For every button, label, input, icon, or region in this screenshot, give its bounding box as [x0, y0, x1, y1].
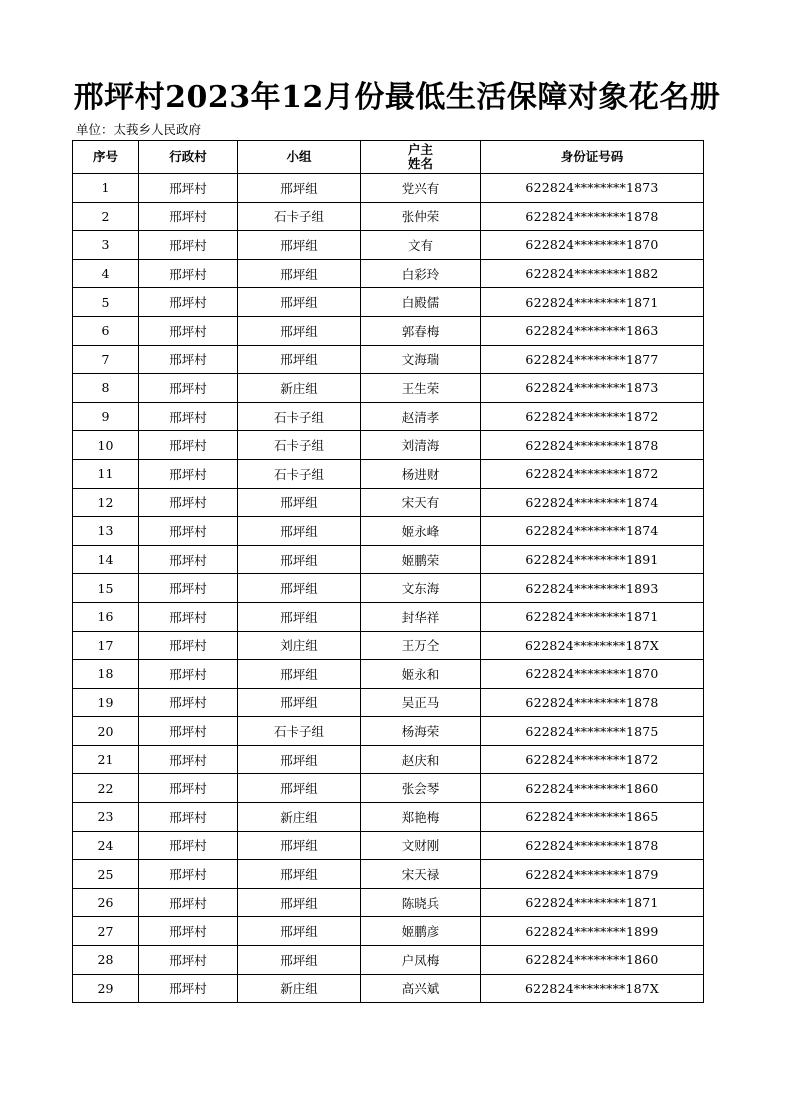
cell-name: 封华祥 — [361, 602, 481, 631]
cell-id-number: 622824********1893 — [481, 574, 704, 603]
table-header-row — [73, 141, 704, 174]
cell-group: 新庄组 — [238, 803, 361, 832]
unit-label: 单位：太莪乡人民政府 — [76, 122, 202, 137]
cell-name: 白殿儒 — [361, 288, 481, 317]
cell-id-number: 622824********1878 — [481, 831, 704, 860]
cell-village: 邢坪村 — [139, 459, 238, 488]
cell-village: 邢坪村 — [139, 345, 238, 374]
table-row — [73, 431, 704, 460]
cell-village: 邢坪村 — [139, 631, 238, 660]
cell-id-number: 622824********1877 — [481, 345, 704, 374]
cell-seq: 4 — [73, 259, 139, 288]
table-row — [73, 660, 704, 689]
cell-village: 邢坪村 — [139, 602, 238, 631]
table-row — [73, 745, 704, 774]
table-row — [73, 946, 704, 975]
cell-name: 党兴有 — [361, 174, 481, 203]
cell-name: 文有 — [361, 231, 481, 260]
cell-group: 邢坪组 — [238, 860, 361, 889]
cell-name: 郑艳梅 — [361, 803, 481, 832]
cell-group: 邢坪组 — [238, 888, 361, 917]
cell-seq: 8 — [73, 374, 139, 403]
table-row — [73, 545, 704, 574]
cell-id-number: 622824********1874 — [481, 517, 704, 546]
cell-id-number: 622824********1882 — [481, 259, 704, 288]
cell-name: 姬鹏荣 — [361, 545, 481, 574]
cell-id-number: 622824********1872 — [481, 745, 704, 774]
cell-group: 邢坪组 — [238, 345, 361, 374]
table-row — [73, 688, 704, 717]
cell-seq: 6 — [73, 316, 139, 345]
cell-village: 邢坪村 — [139, 402, 238, 431]
cell-village: 邢坪村 — [139, 717, 238, 746]
cell-village: 邢坪村 — [139, 288, 238, 317]
header-name-line1: 户主 — [407, 142, 433, 157]
cell-village: 邢坪村 — [139, 774, 238, 803]
cell-group: 邢坪组 — [238, 660, 361, 689]
header-village: 行政村 — [139, 141, 238, 174]
cell-seq: 20 — [73, 717, 139, 746]
roster-table — [72, 140, 704, 1003]
cell-seq: 11 — [73, 459, 139, 488]
cell-id-number: 622824********1879 — [481, 860, 704, 889]
cell-village: 邢坪村 — [139, 316, 238, 345]
cell-village: 邢坪村 — [139, 946, 238, 975]
cell-seq: 25 — [73, 860, 139, 889]
cell-id-number: 622824********1875 — [481, 717, 704, 746]
cell-group: 邢坪组 — [238, 831, 361, 860]
cell-id-number: 622824********1891 — [481, 545, 704, 574]
header-group: 小组 — [238, 141, 361, 174]
cell-seq: 3 — [73, 231, 139, 260]
cell-name: 赵清孝 — [361, 402, 481, 431]
cell-group: 邢坪组 — [238, 745, 361, 774]
cell-seq: 15 — [73, 574, 139, 603]
cell-group: 邢坪组 — [238, 574, 361, 603]
cell-village: 邢坪村 — [139, 803, 238, 832]
cell-id-number: 622824********1870 — [481, 660, 704, 689]
cell-id-number: 622824********1871 — [481, 888, 704, 917]
table-row — [73, 831, 704, 860]
cell-id-number: 622824********1899 — [481, 917, 704, 946]
cell-name: 刘清海 — [361, 431, 481, 460]
table-row — [73, 917, 704, 946]
cell-village: 邢坪村 — [139, 374, 238, 403]
cell-name: 高兴斌 — [361, 974, 481, 1003]
table-row — [73, 631, 704, 660]
cell-group: 石卡子组 — [238, 202, 361, 231]
cell-seq: 9 — [73, 402, 139, 431]
table-row — [73, 231, 704, 260]
table-row — [73, 288, 704, 317]
cell-seq: 21 — [73, 745, 139, 774]
header-seq: 序号 — [73, 141, 139, 174]
header-householder-name — [361, 141, 481, 174]
cell-seq: 10 — [73, 431, 139, 460]
cell-village: 邢坪村 — [139, 259, 238, 288]
table-row — [73, 345, 704, 374]
cell-name: 文财刚 — [361, 831, 481, 860]
cell-id-number: 622824********1878 — [481, 431, 704, 460]
cell-group: 邢坪组 — [238, 946, 361, 975]
cell-group: 石卡子组 — [238, 459, 361, 488]
cell-group: 刘庄组 — [238, 631, 361, 660]
cell-seq: 16 — [73, 602, 139, 631]
cell-group: 邢坪组 — [238, 488, 361, 517]
cell-group: 邢坪组 — [238, 602, 361, 631]
cell-group: 邢坪组 — [238, 917, 361, 946]
cell-name: 张仲荣 — [361, 202, 481, 231]
cell-id-number: 622824********187X — [481, 631, 704, 660]
table-row — [73, 774, 704, 803]
cell-seq: 17 — [73, 631, 139, 660]
cell-name: 杨海荣 — [361, 717, 481, 746]
cell-village: 邢坪村 — [139, 917, 238, 946]
table-row — [73, 488, 704, 517]
table-row — [73, 888, 704, 917]
table-row — [73, 374, 704, 403]
cell-name: 文东海 — [361, 574, 481, 603]
cell-village: 邢坪村 — [139, 231, 238, 260]
table-row — [73, 574, 704, 603]
table-row — [73, 803, 704, 832]
cell-group: 邢坪组 — [238, 316, 361, 345]
cell-group: 邢坪组 — [238, 517, 361, 546]
cell-id-number: 622824********1874 — [481, 488, 704, 517]
cell-id-number: 622824********1863 — [481, 316, 704, 345]
cell-name: 赵庆和 — [361, 745, 481, 774]
cell-id-number: 622824********1860 — [481, 946, 704, 975]
cell-village: 邢坪村 — [139, 688, 238, 717]
page-title: 邢坪村2023年12月份最低生活保障对象花名册 — [73, 80, 721, 115]
cell-seq: 2 — [73, 202, 139, 231]
cell-seq: 24 — [73, 831, 139, 860]
cell-group: 邢坪组 — [238, 231, 361, 260]
cell-village: 邢坪村 — [139, 660, 238, 689]
cell-seq: 12 — [73, 488, 139, 517]
table-row — [73, 717, 704, 746]
table-body — [73, 174, 704, 1003]
cell-seq: 29 — [73, 974, 139, 1003]
cell-village: 邢坪村 — [139, 202, 238, 231]
cell-seq: 5 — [73, 288, 139, 317]
cell-seq: 7 — [73, 345, 139, 374]
table-row — [73, 316, 704, 345]
cell-name: 张会琴 — [361, 774, 481, 803]
cell-name: 杨进财 — [361, 459, 481, 488]
cell-group: 石卡子组 — [238, 402, 361, 431]
table-row — [73, 259, 704, 288]
table-row — [73, 459, 704, 488]
cell-village: 邢坪村 — [139, 745, 238, 774]
table-row — [73, 174, 704, 203]
cell-village: 邢坪村 — [139, 431, 238, 460]
cell-name: 宋天有 — [361, 488, 481, 517]
cell-group: 邢坪组 — [238, 545, 361, 574]
table-row — [73, 860, 704, 889]
table-row — [73, 602, 704, 631]
cell-group: 邢坪组 — [238, 774, 361, 803]
cell-id-number: 622824********1878 — [481, 688, 704, 717]
cell-seq: 14 — [73, 545, 139, 574]
cell-name: 姬鹏彦 — [361, 917, 481, 946]
cell-name: 王生荣 — [361, 374, 481, 403]
cell-id-number: 622824********1860 — [481, 774, 704, 803]
cell-group: 新庄组 — [238, 374, 361, 403]
cell-seq: 13 — [73, 517, 139, 546]
cell-name: 宋天禄 — [361, 860, 481, 889]
cell-id-number: 622824********1873 — [481, 174, 704, 203]
table-row — [73, 517, 704, 546]
cell-name: 姬永峰 — [361, 517, 481, 546]
cell-village: 邢坪村 — [139, 174, 238, 203]
cell-name: 文海瑞 — [361, 345, 481, 374]
table-row — [73, 402, 704, 431]
cell-seq: 23 — [73, 803, 139, 832]
cell-seq: 26 — [73, 888, 139, 917]
cell-id-number: 622824********1871 — [481, 288, 704, 317]
cell-village: 邢坪村 — [139, 574, 238, 603]
cell-seq: 22 — [73, 774, 139, 803]
cell-seq: 19 — [73, 688, 139, 717]
header-name-line2: 姓名 — [407, 156, 433, 171]
cell-id-number: 622824********1872 — [481, 402, 704, 431]
cell-seq: 28 — [73, 946, 139, 975]
header-id-number: 身份证号码 — [481, 141, 704, 174]
cell-seq: 1 — [73, 174, 139, 203]
cell-seq: 27 — [73, 917, 139, 946]
cell-group: 邢坪组 — [238, 259, 361, 288]
cell-village: 邢坪村 — [139, 517, 238, 546]
cell-id-number: 622824********187X — [481, 974, 704, 1003]
cell-village: 邢坪村 — [139, 545, 238, 574]
cell-name: 郭春梅 — [361, 316, 481, 345]
cell-group: 新庄组 — [238, 974, 361, 1003]
cell-group: 邢坪组 — [238, 688, 361, 717]
table-row — [73, 974, 704, 1003]
cell-group: 邢坪组 — [238, 174, 361, 203]
cell-id-number: 622824********1873 — [481, 374, 704, 403]
cell-group: 邢坪组 — [238, 288, 361, 317]
cell-village: 邢坪村 — [139, 488, 238, 517]
cell-name: 姬永和 — [361, 660, 481, 689]
cell-name: 吴正马 — [361, 688, 481, 717]
cell-village: 邢坪村 — [139, 974, 238, 1003]
table-row — [73, 202, 704, 231]
cell-group: 石卡子组 — [238, 717, 361, 746]
cell-id-number: 622824********1870 — [481, 231, 704, 260]
cell-id-number: 622824********1865 — [481, 803, 704, 832]
cell-group: 石卡子组 — [238, 431, 361, 460]
cell-seq: 18 — [73, 660, 139, 689]
cell-village: 邢坪村 — [139, 860, 238, 889]
cell-name: 陈晓兵 — [361, 888, 481, 917]
cell-name: 王万仝 — [361, 631, 481, 660]
cell-name: 白彩玲 — [361, 259, 481, 288]
cell-village: 邢坪村 — [139, 888, 238, 917]
cell-id-number: 622824********1872 — [481, 459, 704, 488]
cell-village: 邢坪村 — [139, 831, 238, 860]
cell-id-number: 622824********1871 — [481, 602, 704, 631]
cell-name: 户凤梅 — [361, 946, 481, 975]
cell-id-number: 622824********1878 — [481, 202, 704, 231]
